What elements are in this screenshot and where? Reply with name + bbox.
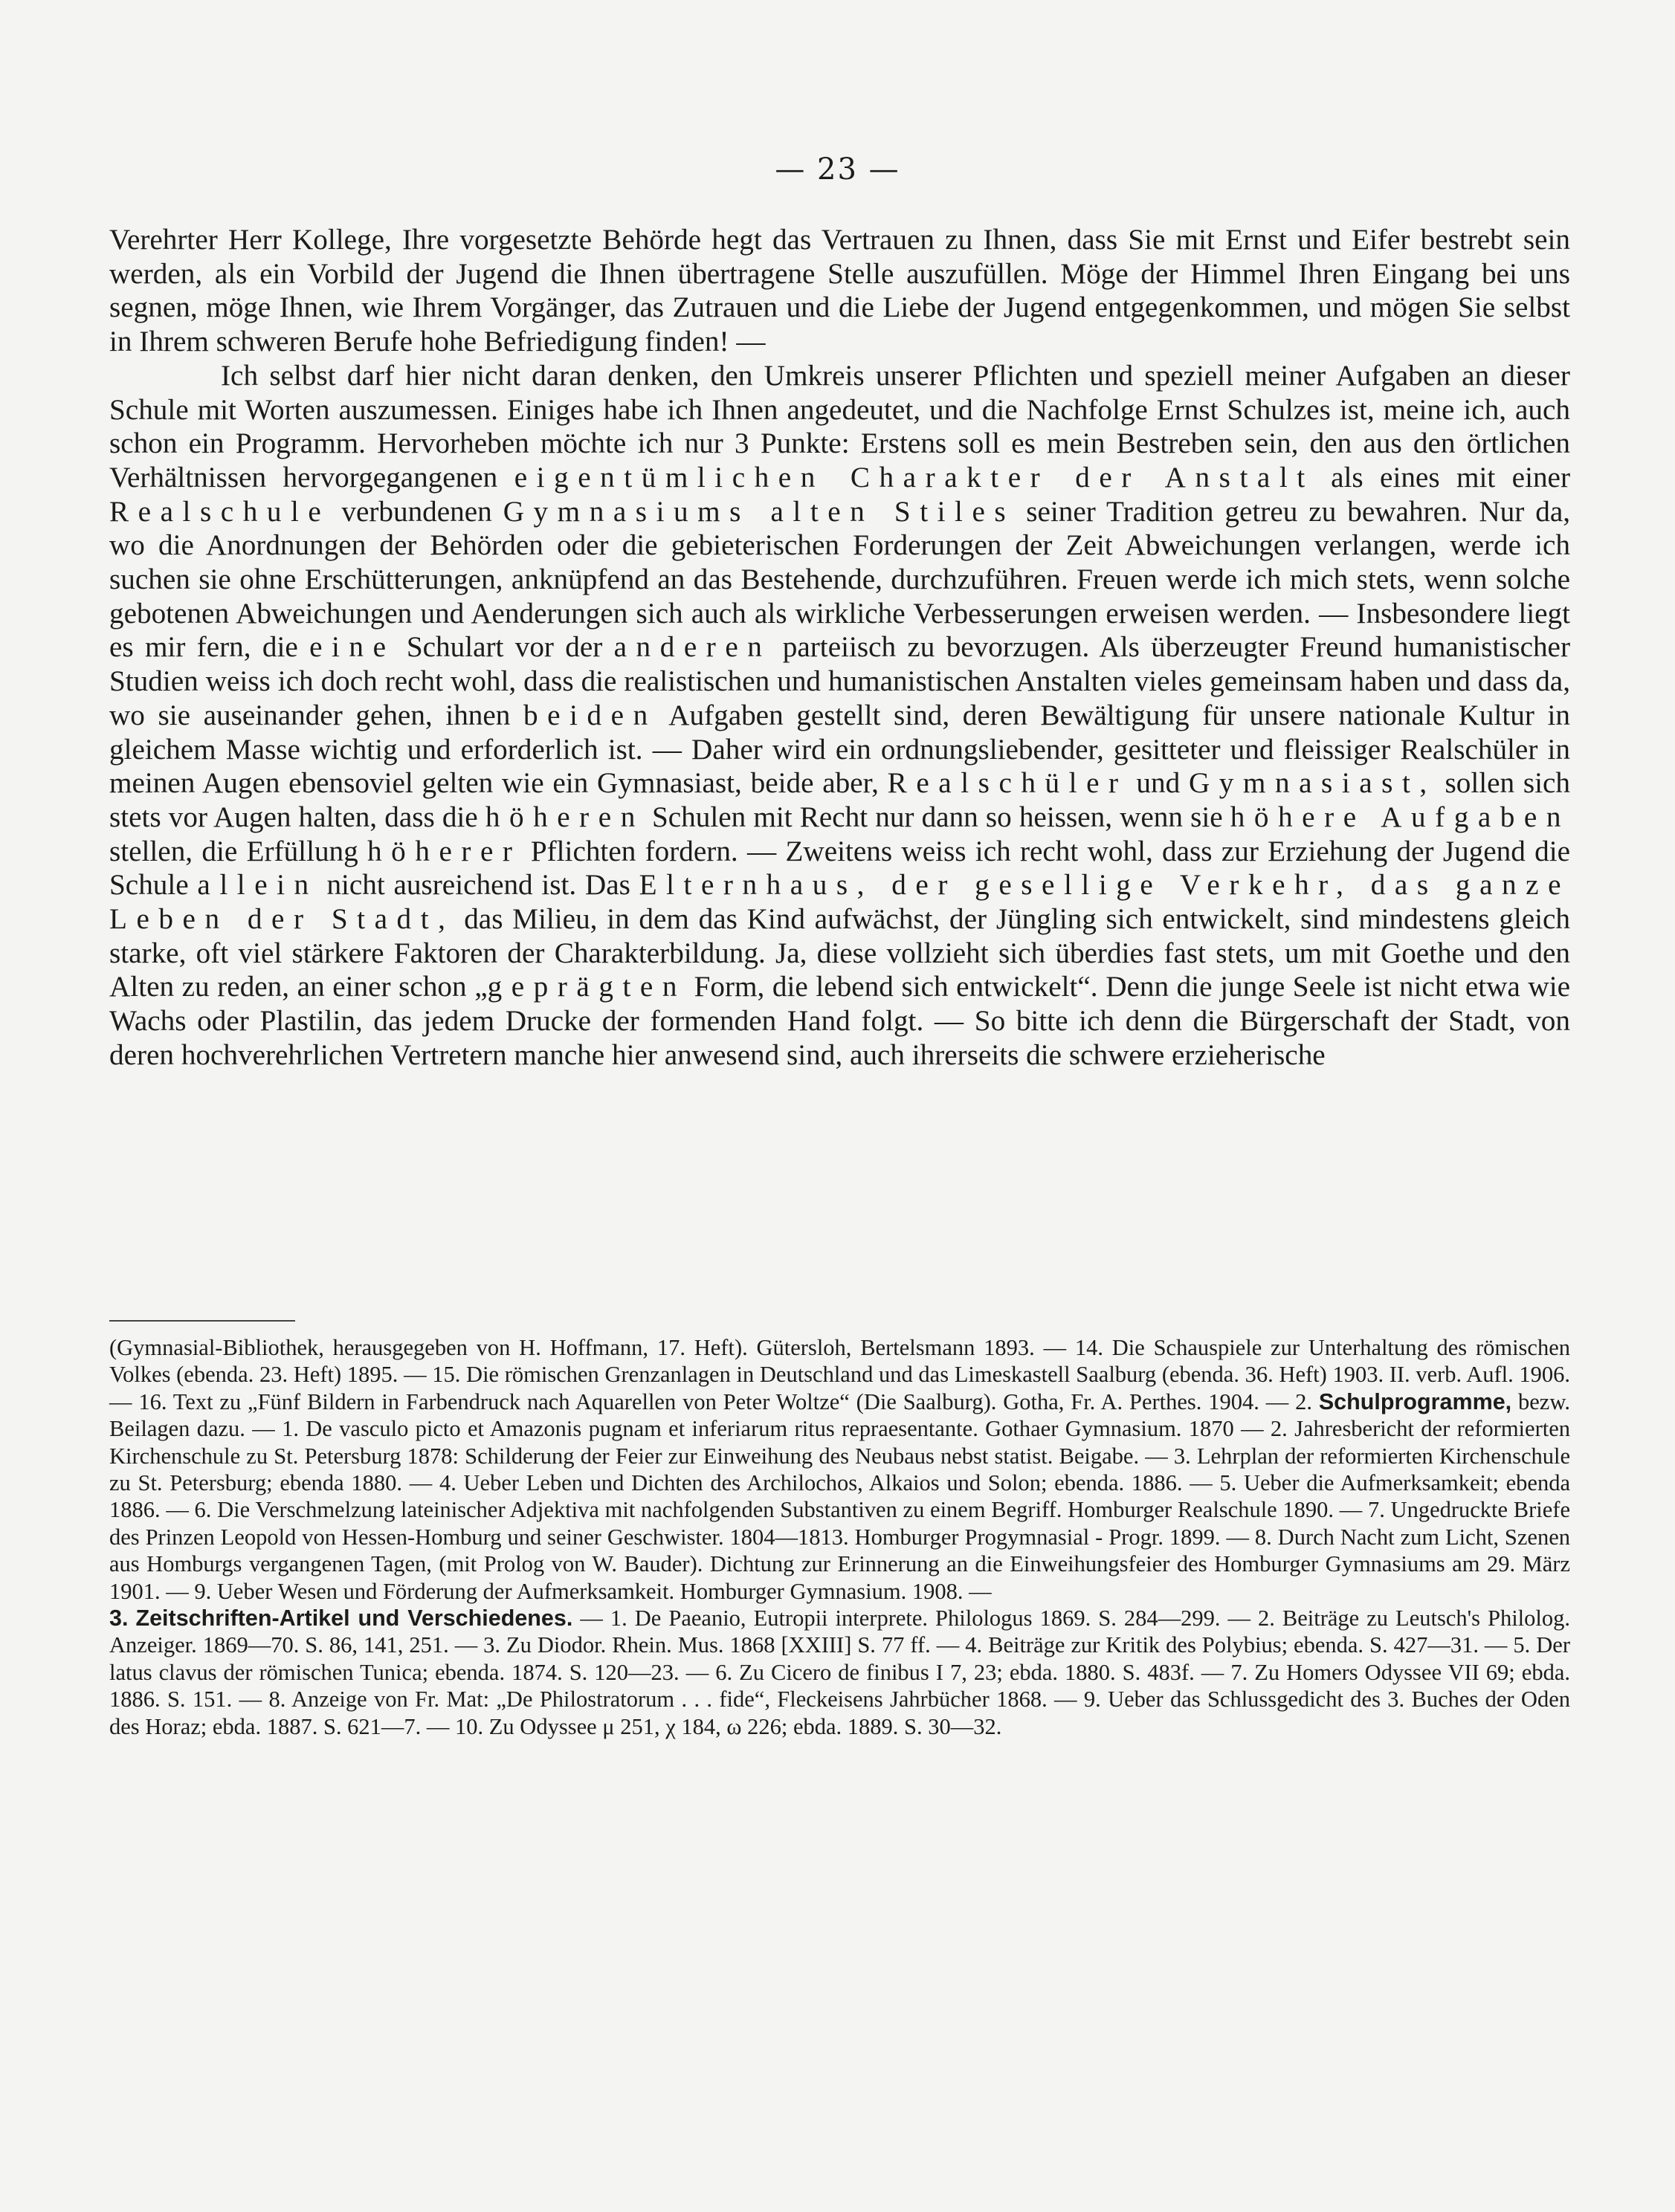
spaced-emphasis: Gymnasiums alten Stiles: [503, 495, 1016, 528]
footnotes: [109, 1334, 1570, 1740]
footnote-block: [109, 1605, 1570, 1740]
text-run: stellen, die Erfüllung: [109, 835, 358, 867]
text-run: seiner Tradition getreu zu bewahren. Nur da, wo die Anordnungen der Behörden oder die gebieterischen Forderungen der Zeit Abweichungen verlangen, werde ich suchen sie ohne Erschütterungen, anknüpfend an das Bestehende, durchzuführen. Freuen werde ich mich stets, wenn solche gebotenen Abweichungen und Aenderungen sich auch als wirkliche Verbesserungen erweisen werden. — Insbesondere liegt es mir fern, die: [109, 495, 1571, 664]
spaced-emphasis: allein: [197, 869, 318, 902]
section-heading: Zeitschriften-Artikel und Verschiedenes.: [135, 1605, 573, 1631]
footnote-block: [109, 1334, 1570, 1605]
text-run: sollen sich stets vor Augen halten, dass die: [109, 767, 1571, 833]
spaced-emphasis: höhere Aufgaben: [1230, 801, 1571, 833]
spaced-emphasis: Elternhaus, der gesellige Verkehr, das ganze Leben der Stadt,: [109, 869, 1571, 936]
text-run: — 1. De Paeanio, Eutropii interprete. Philologus 1869. S. 284—299. — 2. Beiträge zu Leutsch's Philolog. Anzeiger. 1869—70. S. 86, 141, 251. — 3. Zu Diodor. Rhein. Mus. 1868 [XXIII] S. 77 ff. — 4. Beiträge zur Kritik des Polybius; ebenda. S. 427—31. — 5. Der latus clavus der römischen Tunica; ebenda. 1874. S. 120—23. — 6. Zu Cicero de finibus I 7, 23; ebda. 1880. S. 483f. — 7. Zu Homers Odyssee VII 69; ebda. 1886. S. 151. — 8. Anzeige von Fr. Mat: „De Philostratorum . . . fide“, Fleckeisens Jahrbücher 1868. — 9. Ueber das Schlussgedicht des 3. Buches der Oden des Horaz; ebda. 1887. S. 621—7. — 10. Zu Odyssee μ 251, χ 184, ω 226; ebda. 1889. S. 30—32.: [109, 1605, 1571, 1739]
main-text: [109, 223, 1570, 1073]
text-run: das Milieu, in dem das Kind aufwächst, der Jüngling sich entwickelt, sind mindestens gleich starke, oft viel stärkere Faktoren der Charakterbildung. Ja, diese vollzieht sich überdies fast stets, um mit Goethe und den Alten zu reden, an einer schon „: [109, 903, 1570, 1003]
paragraph: Verehrter Herr Kollege, Ihre vorgesetzte Behörde hegt das Vertrauen zu Ihnen, dass Sie mit Ernst und Eifer bestrebt sein werden, als ein Vorbild der Jugend die Ihnen übertragene Stelle auszufüllen. Möge der Himmel Ihren Eingang bei uns segnen, möge Ihnen, wie Ihrem Vorgänger, das Zutrauen und die Liebe der Jugend entgegenkommen, und mögen Sie selbst in Ihrem schweren Berufe hohe Befriedigung finden! —: [109, 224, 1570, 358]
text-run: Form, die lebend sich entwickelt“. Denn die junge Seele ist nicht etwa wie Wachs oder Plastilin, das jedem Drucke der formenden Hand folgt. — So bitte ich denn die Bürgerschaft der Stadt, von deren hochverehrlichen Vertretern manche hier anwesend sind, auch ihrerseits die schwere erzieherische: [109, 971, 1571, 1071]
text-run: Pflichten fordern. — Zweitens weiss ich recht wohl, dass zur Erziehung der Jugend die Schule: [109, 835, 1571, 902]
text-run: als eines mit einer: [1331, 461, 1570, 494]
section-number: 3.: [109, 1605, 129, 1631]
footnote-separator: [109, 1320, 295, 1322]
spaced-emphasis: Realschule: [109, 495, 331, 528]
paragraph: [109, 359, 1570, 1073]
text-run: parteiisch zu bevorzugen. Als überzeugter Freund humanistischer Studien weiss ich doch recht wohl, dass die realistischen und humanistischen Anstalten vieles gemeinsam haben und dass da, wo sie auseinander gehen, ihnen: [109, 631, 1570, 731]
text-run: Ich selbst darf hier nicht daran denken, den Umkreis unserer Pflichten und speziell meiner Aufgaben an dieser Schule mit Worten auszumessen. Einiges habe ich Ihnen angedeutet, und die Nachfolge Ernst Schulzes ist, meine ich, auch schon ein Programm. Hervorheben möchte ich nur 3 Punkte: Erstens soll es mein Bestreben sein, den aus den örtlichen Verhältnissen hervorgegangenen: [109, 359, 1570, 494]
text-run: verbundenen: [341, 495, 492, 528]
page-number: — 23 —: [775, 152, 900, 187]
text-run: nicht ausreichend ist. Das: [326, 869, 630, 902]
spaced-emphasis: höheren: [485, 801, 645, 833]
text-run: (Gymnasial-Bibliothek, herausgegeben von H. Hoffmann, 17. Heft). Gütersloh, Bertelsmann 1893. — 14. Die Schauspiele zur Unterhaltung des römischen Volkes (ebenda. 23. Heft) 1895. — 15. Die römischen Grenzanlagen in Deutschland und das Limeskastell Saalburg (ebenda. 36. Heft) 1903. II. verb. Aufl. 1906. — 16. Text zu „Fünf Bildern in Farbendruck nach Aquarellen von Peter Woltze“ (Die Saalburg). Gotha, Fr. A. Perthes. 1904. — 2.: [109, 1335, 1570, 1414]
spaced-emphasis: beiden: [523, 699, 657, 731]
text-run: Schulen mit Recht nur dann so heissen, wenn sie: [651, 801, 1223, 833]
spaced-emphasis: eine: [309, 631, 396, 664]
text-run: bezw. Beilagen dazu. — 1. De vasculo picto et Amazonis pugnam et inferiarum ritus repraesentante. Gothaer Gymnasium. 1870 — 2. Jahresbericht der reformierten Kirchenschule zu St. Petersburg 1878: Schilderung der Feier zur Einweihung des Neubaus nebst statist. Beigabe. — 3. Lehrplan der reformierten Kirchenschule zu St. Petersburg; ebenda 1880. — 4. Ueber Leben und Dichten des Archilochos, Alkaios und Solon; ebenda. 1886. — 5. Ueber die Aufmerksamkeit; ebenda 1886. — 6. Die Verschmelzung lateinischer Adjektiva mit nachfolgenden Substantiven zu einem Begriff. Homburger Realschule 1890. — 7. Ungedruckte Briefe des Prinzen Leopold von Hessen-Homburg und seiner Geschwister. 1804—1813. Homburger Progymnasial - Progr. 1899. — 8. Durch Nacht zum Licht, Szenen aus Homburgs vergangenen Tagen, (mit Prolog von W. Bauder). Dichtung zur Erinnerung an die Einweihungsfeier des Homburger Gymnasiums am 29. März 1901. — 9. Ueber Wesen und Förderung der Aufmerksamkeit. Homburger Gymnasium. 1908. —: [109, 1388, 1571, 1604]
text-run: Schulart vor der: [406, 631, 603, 664]
spaced-emphasis: anderen: [613, 631, 772, 664]
spaced-emphasis: Realschüler: [887, 767, 1128, 800]
spaced-emphasis: eigentümlichen Charakter der Anstalt: [514, 461, 1314, 494]
spaced-emphasis: geprägten: [487, 971, 686, 1003]
section-heading: Schulprogramme,: [1318, 1388, 1512, 1414]
spaced-emphasis: Gymnasiast,: [1188, 767, 1436, 800]
text-run: Aufgaben gestellt sind, deren Bewältigung für unsere nationale Kultur in gleichem Masse wichtig und erforderlich ist. — Daher wird ein ordnungsliebender, gesitteter und fleissiger Realschüler in meinen Augen ebensoviel gelten wie ein Gymnasiast, beide aber,: [109, 699, 1571, 800]
text-run: und: [1136, 767, 1181, 800]
spaced-emphasis: höherer: [367, 835, 522, 867]
